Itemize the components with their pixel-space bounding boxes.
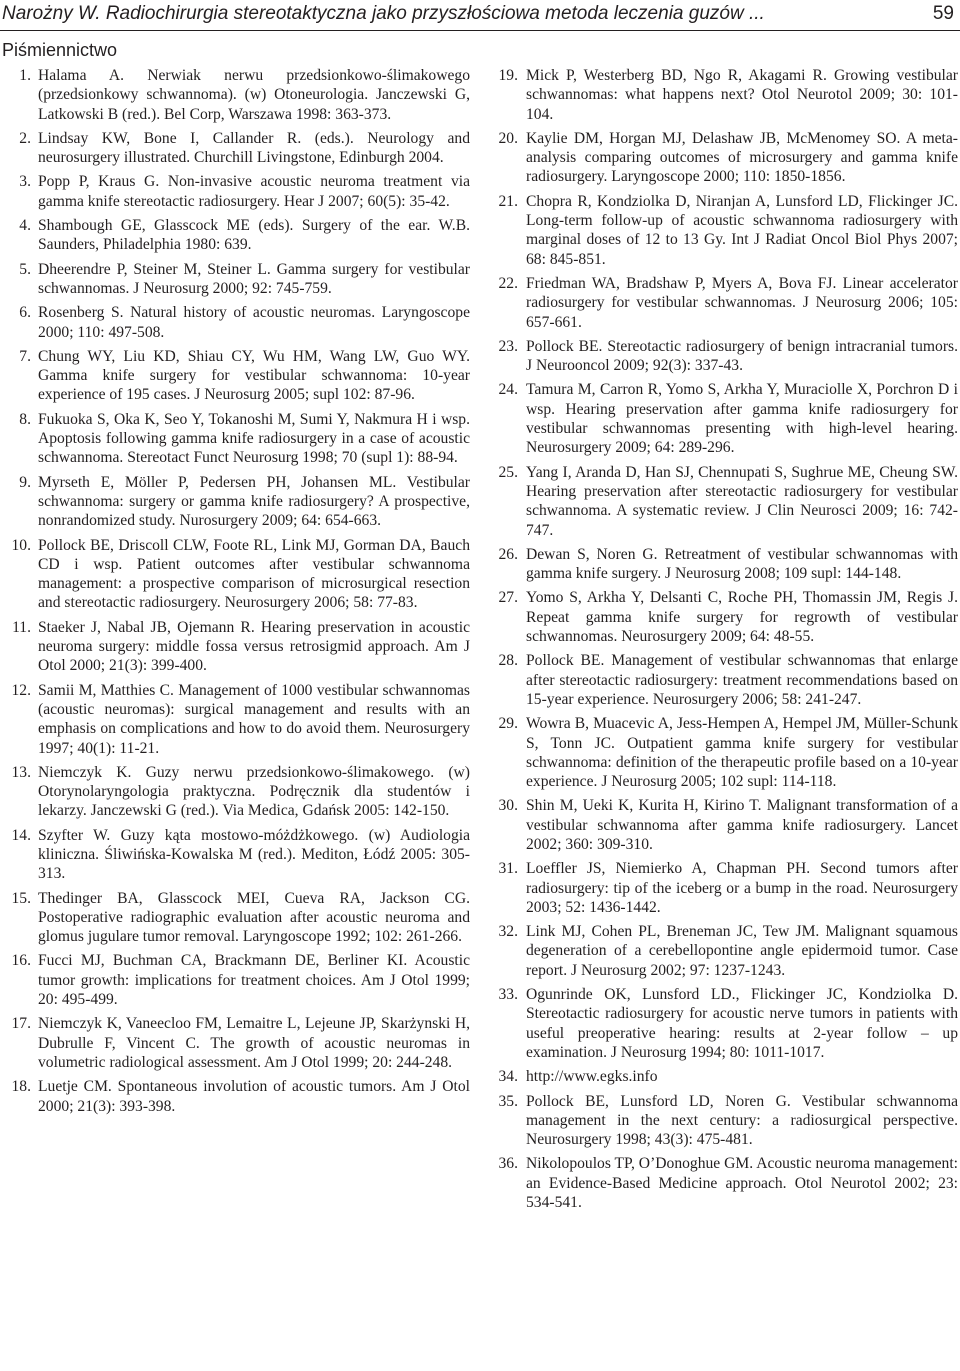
reference-number: 32.	[498, 923, 518, 941]
reference-item	[5, 826, 470, 884]
reference-text: Tamura M, Carron R, Yomo S, Arkha Y, Muraciolle X, Porchron D i wsp. Hearing preservation after gamma knife radiosurgery for vestibular schwannomas presenting with high-level hearing. Neurosurgery 2009; 64: 289-296.	[526, 381, 958, 457]
reference-text: Kaylie DM, Horgan MJ, Delashaw JB, McMenomey SO. A meta-analysis comparing outcomes of microsurgery and gamma knife radiosurgery. Laryngoscope 2000; 110: 1850-1856.	[526, 129, 958, 186]
reference-item	[5, 347, 470, 405]
reference-number: 31.	[498, 860, 518, 878]
reference-text: Nikolopoulos TP, O’Donoghue GM. Acoustic neuroma management: an Evidence-Based Medicine approach. Otol Neurotol 2002; 23: 534-541.	[526, 1155, 958, 1212]
reference-text: Myrseth E, Möller P, Pedersen PH, Johansen ML. Vestibular schwannoma: surgery or gamma knife radiosurgery? A prospective, nonrandomized study. Nurosurgery 2009; 64: 654-663.	[38, 473, 470, 530]
reference-number: 14.	[11, 826, 31, 844]
reference-number: 26.	[498, 545, 518, 563]
reference-text: Fukuoka S, Oka K, Seo Y, Tokanoshi M, Sumi Y, Nakmura H i wsp. Apoptosis following gamma knife radiosurgery in a case of acoustic schwannoma. Stereotact Funct Neurosurg 1998; 70 (supl 1): 88-94.	[38, 410, 470, 467]
reference-item	[490, 588, 958, 646]
reference-item	[5, 1077, 470, 1116]
reference-text: Yang I, Aranda D, Han SJ, Chennupati S, Sughrue ME, Cheung SW. Hearing preservation after stereotactic radiosurgery for vestibular schwannoma. A systematic review. J Clin Neurosci 2009; 16: 742-747.	[526, 463, 958, 539]
reference-text: Shambough GE, Glasscock ME (eds). Surgery of the ear. W.B. Saunders, Philadelphia 1980: 639.	[38, 217, 470, 254]
reference-number: 35.	[498, 1092, 518, 1110]
reference-number: 33.	[498, 986, 518, 1004]
references-right-column	[490, 66, 958, 1217]
reference-text: Pollock BE. Stereotactic radiosurgery of benign intracranial tumors. J Neurooncol 2009; 92(3): 337-43.	[526, 337, 958, 375]
reference-item	[490, 192, 958, 269]
reference-text: Samii M, Matthies C. Management of 1000 vestibular schwannomas (acoustic neuromas): surgical management and results with an emphasis on complications and how to do avoid them. Neurosurgery 1997; 40(1): 11-21.	[38, 681, 470, 757]
reference-text: http://www.egks.info	[526, 1068, 658, 1086]
reference-item	[5, 303, 470, 342]
reference-text: Dheerendre P, Steiner M, Steiner L. Gamma surgery for vestibular schwannomas. J Neurosurg 2000; 92: 745-759.	[38, 260, 470, 297]
reference-text: Link MJ, Cohen PL, Breneman JC, Tew JM. Malignant squamous degeneration of a cerebellopontine angle epidermoid tumor. Case report. J Neurosurg 2002; 97: 1237-1243.	[526, 923, 958, 979]
reference-text: Wowra B, Muacevic A, Jess-Hempen A, Hempel JM, Müller-Schunk S, Tonn JC. Outpatient gamma knife surgery for vestibular schwannoma: definition of the therapeutic profile based on a 10-year experience. J Neurosurg 2005; 102 supl: 114-118.	[526, 715, 958, 791]
running-title: Narożny W. Radiochirurgia stereotaktyczna jako przyszłościowa metoda leczenia guzów ...	[2, 3, 765, 24]
reference-number: 20.	[498, 129, 518, 147]
references-left-column	[5, 66, 470, 1121]
reference-number: 29.	[498, 715, 518, 733]
reference-number: 34.	[498, 1068, 518, 1086]
reference-text: Szyfter W. Guzy kąta mostowo-móżdżkowego. (w) Audiologia kliniczna. Śliwińska-Kowalska M (red.). Mediton, Łódź 2005: 305-313.	[38, 826, 470, 883]
reference-text: Thedinger BA, Glasscock MEI, Cueva RA, Jackson CG. Postoperative radiographic evaluation after acoustic neuroma and glomus jugulare tumor removal. Laryngoscope 1992; 102: 261-266.	[38, 889, 470, 946]
reference-text: Niemczyk K, Vaneecloo FM, Lemaitre L, Lejeune JP, Skarżynski H, Dubrulle F, Vincent C. The growth of acoustic neuromas in volumetric radiological assessment. Am J Otol 1999; 20: 244-248.	[38, 1015, 470, 1071]
reference-item	[5, 66, 470, 124]
reference-text: Friedman WA, Bradshaw P, Myers A, Bova FJ. Linear accelerator radiosurgery for vestibular schwannomas. J Neurosurg 2006; 105: 657-661.	[526, 274, 958, 331]
reference-number: 2.	[19, 129, 31, 147]
running-header	[0, 0, 960, 31]
reference-number: 3.	[19, 173, 31, 191]
reference-text: Dewan S, Noren G. Retreatment of vestibular schwannomas with gamma knife surgery. J Neurosurg 2008; 109 supl: 144-148.	[526, 545, 958, 583]
reference-number: 7.	[19, 347, 31, 365]
reference-text: Halama A. Nerwiak nerwu przedsionkowo-ślimakowego (przedsionkowy schwannoma). (w) Otoneurologia. Janczewski G, Latkowski B (red.). Bel Corp, Warszawa 1998: 363-373.	[38, 67, 470, 123]
reference-number: 16.	[11, 952, 31, 970]
reference-item	[5, 410, 470, 468]
reference-item	[490, 796, 958, 854]
reference-number: 6.	[19, 304, 31, 322]
reference-number: 19.	[498, 67, 518, 84]
reference-item	[5, 618, 470, 676]
reference-text: Luetje CM. Spontaneous involution of acoustic tumors. Am J Otol 2000; 21(3): 393-398.	[38, 1078, 470, 1115]
reference-item	[5, 889, 470, 947]
section-heading: Piśmiennictwo	[2, 40, 118, 60]
reference-item	[490, 337, 958, 376]
reference-item	[5, 260, 470, 299]
reference-item	[490, 1067, 958, 1086]
reference-text: Niemczyk K. Guzy nerwu przedsionkowo-ślimakowego. (w) Otorynolaryngologia praktyczna. Podręcznik dla studentów i lekarzy. Janczewski G (red.). Via Medica, Gdańsk 2005: 142-150.	[38, 763, 470, 820]
reference-item	[490, 129, 958, 187]
reference-number: 12.	[11, 681, 31, 699]
reference-item	[5, 216, 470, 255]
reference-item	[5, 1014, 470, 1072]
reference-number: 11.	[12, 618, 31, 636]
reference-text: Popp P, Kraus G. Non-invasive acoustic neuroma treatment via gamma knife stereotactic radiosurgery. Hear J 2007; 60(5): 35-42.	[38, 173, 470, 210]
reference-text: Shin M, Ueki K, Kurita H, Kirino T. Malignant transformation of a vestibular schwannoma after gamma knife radiosurgery. Lancet 2002; 360: 309-310.	[526, 797, 958, 853]
reference-item	[5, 763, 470, 821]
reference-item	[5, 473, 470, 531]
reference-number: 8.	[19, 410, 31, 428]
reference-number: 1.	[19, 67, 31, 84]
reference-text: Lindsay KW, Bone I, Callander R. (eds.). Neurology and neurosurgery illustrated. Churchill Livingstone, Edinburgh 2004.	[38, 129, 470, 167]
reference-number: 17.	[11, 1015, 31, 1033]
reference-item	[490, 859, 958, 917]
reference-text: Loeffler JS, Niemierko A, Chapman PH. Second tumors after radiosurgery: tip of the iceberg or a bump in the road. Neurosurgery 2003; 52: 1436-1442.	[526, 860, 958, 916]
reference-number: 28.	[498, 652, 518, 670]
reference-text: Pollock BE, Lunsford LD, Noren G. Vestibular schwannoma management in the next century: a radiosurgical perspective. Neurosurgery 1998; 43(3): 475-481.	[526, 1092, 958, 1149]
reference-text: Chopra R, Kondziolka D, Niranjan A, Lunsford LD, Flickinger JC. Long-term follow-up of acoustic schwannoma radiosurgery with marginal doses of 12 to 13 Gy. Int J Radiat Oncol Biol Phys 2007; 68: 845-851.	[526, 192, 958, 268]
reference-text: Chung WY, Liu KD, Shiau CY, Wu HM, Wang LW, Guo WY. Gamma knife surgery for vestibular schwannoma: 10-year experience of 195 cases. J Neurosurg 2005; supl 102: 87-96.	[38, 347, 470, 404]
reference-item	[490, 651, 958, 709]
reference-text: Pollock BE. Management of vestibular schwannomas that enlarge after stereotactic radiosurgery: treatment recommendations based on 15-year experience. Neurosurgery 2006; 58: 241-247.	[526, 652, 958, 708]
reference-number: 22.	[498, 274, 518, 292]
reference-number: 13.	[11, 763, 31, 781]
reference-number: 36.	[498, 1155, 518, 1173]
reference-item	[490, 985, 958, 1062]
reference-text: Rosenberg S. Natural history of acoustic neuromas. Laryngoscope 2000; 110: 497-508.	[38, 304, 470, 341]
reference-number: 9.	[19, 473, 31, 491]
reference-number: 23.	[498, 337, 518, 355]
reference-text: Mick P, Westerberg BD, Ngo R, Akagami R. Growing vestibular schwannomas: what happens next? Otol Neurotol 2009; 30: 101-104.	[526, 67, 958, 123]
reference-item	[490, 545, 958, 584]
reference-number: 15.	[11, 889, 31, 907]
reference-number: 5.	[19, 260, 31, 278]
reference-number: 24.	[498, 381, 518, 399]
reference-number: 25.	[498, 463, 518, 481]
reference-item	[5, 536, 470, 613]
reference-number: 27.	[498, 589, 518, 607]
reference-item	[490, 1154, 958, 1212]
reference-text: Staeker J, Nabal JB, Ojemann R. Hearing preservation in acoustic neuroma surgery: middle fossa versus retrosigmid approach. Am J Otol 2000; 21(3): 399-400.	[38, 618, 470, 675]
reference-number: 30.	[498, 797, 518, 815]
reference-text: Pollock BE, Driscoll CLW, Foote RL, Link MJ, Gorman DA, Bauch CD i wsp. Patient outcomes after vestibular schwannoma management: a prospective comparison of microsurgical resection and stereotactic radiosurgery. Neurosurgery 2006; 58: 77-83.	[38, 536, 470, 612]
reference-text: Ogunrinde OK, Lunsford LD., Flickinger JC, Kondziolka D. Stereotactic radiosurgery for acoustic nerve tumors in patients with useful preoperative hearing: results at 2-year follow – up examination. J Neurosurg 1994; 80: 1011-1017.	[526, 986, 958, 1061]
reference-item	[490, 66, 958, 124]
reference-number: 18.	[11, 1078, 31, 1096]
reference-text: Yomo S, Arkha Y, Delsanti C, Roche PH, Thomassin JM, Regis J. Repeat gamma knife surgery for regrowth of vestibular schwannomas. Neurosurgery 2009; 64: 48-55.	[526, 589, 958, 646]
reference-item	[5, 129, 470, 168]
reference-item	[490, 380, 958, 457]
reference-item	[490, 922, 958, 980]
reference-item	[5, 681, 470, 758]
reference-item	[5, 951, 470, 1009]
reference-number: 10.	[11, 536, 31, 554]
reference-item	[490, 463, 958, 540]
reference-item	[5, 172, 470, 211]
reference-item	[490, 274, 958, 332]
page-number: 59	[932, 3, 954, 24]
reference-number: 4.	[19, 217, 31, 235]
reference-item	[490, 1092, 958, 1150]
reference-item	[490, 714, 958, 791]
reference-text: Fucci MJ, Buchman CA, Brackmann DE, Berliner KI. Acoustic tumor growth: implications for treatment choices. Am J Otol 1999; 20: 495-499.	[38, 952, 470, 1009]
reference-number: 21.	[498, 192, 518, 210]
